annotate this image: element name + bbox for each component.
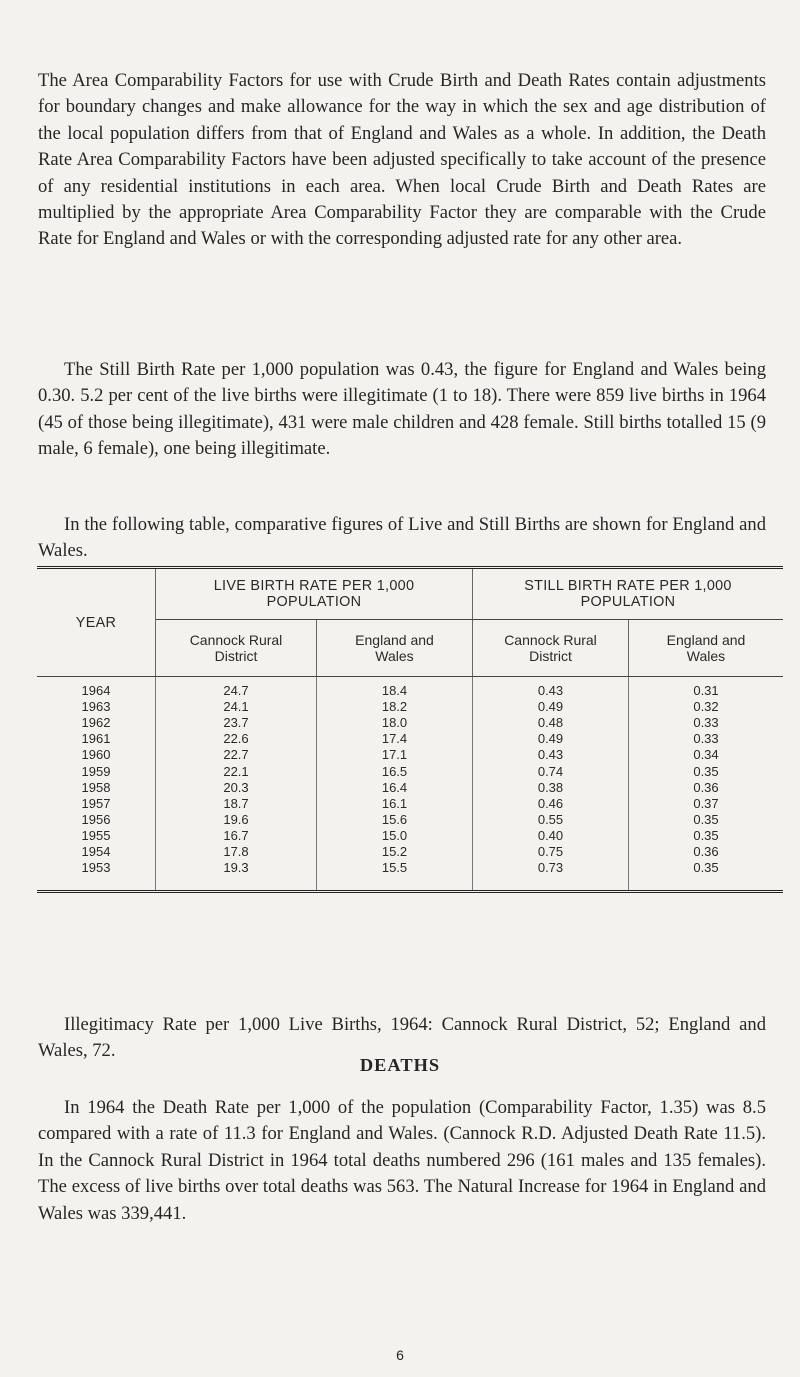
subheader-live-england-wales-text: England and Wales	[355, 632, 434, 664]
live-cannock-cell: 24.7	[156, 677, 317, 700]
live-cannock-cell: 22.7	[156, 747, 317, 763]
subheader-still-england-wales	[629, 620, 784, 677]
table-row	[37, 860, 783, 892]
subheader-still-england-wales-text: England and Wales	[666, 632, 746, 664]
still-cannock-cell: 0.74	[473, 763, 629, 779]
year-cell: 1956	[37, 812, 156, 828]
year-cell: 1962	[37, 715, 156, 731]
year-cell: 1958	[37, 780, 156, 796]
still-cannock-cell: 0.48	[473, 715, 629, 731]
live-cannock-cell: 24.1	[156, 699, 317, 715]
year-header: YEAR	[37, 568, 156, 677]
year-cell: 1957	[37, 796, 156, 812]
year-cell: 1959	[37, 763, 156, 779]
year-cell: 1961	[37, 731, 156, 747]
table-row	[37, 699, 783, 715]
subheader-still-cannock	[473, 620, 629, 677]
still-cannock-cell: 0.46	[473, 796, 629, 812]
deaths-heading: DEATHS	[359, 1055, 441, 1075]
live-england-wales-cell: 17.1	[317, 747, 473, 763]
still-birth-rate-header	[473, 568, 784, 620]
illegitimacy-paragraph: Illegitimacy Rate per 1,000 Live Births, 1964: Cannock Rural District, 52; England and Wales, 72.	[38, 1014, 766, 1062]
table-row	[37, 763, 783, 779]
live-england-wales-cell: 16.1	[317, 796, 473, 812]
year-cell: 1955	[37, 828, 156, 844]
still-cannock-cell: 0.75	[473, 844, 629, 860]
still-england-wales-cell: 0.35	[693, 811, 719, 827]
live-england-wales-cell: 17.4	[317, 731, 473, 747]
live-england-wales-cell: 18.4	[317, 677, 473, 700]
live-england-wales-cell: 18.2	[317, 699, 473, 715]
still-cannock-cell: 0.73	[473, 860, 629, 892]
birth-rate-table	[37, 566, 783, 893]
subheader-live-cannock	[156, 620, 317, 677]
live-cannock-cell: 19.3	[156, 860, 317, 892]
page-number: 6	[396, 1347, 404, 1363]
still-england-wales-cell: 0.33	[693, 731, 719, 747]
year-cell: 1960	[37, 747, 156, 763]
still-cannock-cell: 0.40	[473, 828, 629, 844]
table-body	[37, 677, 783, 892]
table-row	[37, 747, 783, 763]
live-cannock-cell: 18.7	[156, 796, 317, 812]
live-england-wales-cell: 16.4	[317, 780, 473, 796]
live-england-wales-cell: 15.6	[317, 812, 473, 828]
still-england-wales-cell: 0.31	[693, 683, 719, 699]
still-birth-rate-header-text: STILL BIRTH RATE PER 1,000 POPULATION	[524, 578, 732, 610]
live-cannock-cell: 20.3	[156, 780, 317, 796]
live-birth-rate-header	[156, 568, 473, 620]
table-row	[37, 715, 783, 731]
still-birth-paragraph: The Still Birth Rate per 1,000 population was 0.43, the figure for England and Wales being 0.30. 5.2 per cent of the live births were illegitimate (1 to 18). There were 859 live births in 1964 (45 of those being illegitimate), 431 were male children and 428 female. Still births totalled 15 (9 male, 6 female), one being illegitimate.	[38, 359, 766, 460]
live-cannock-cell: 22.6	[156, 731, 317, 747]
live-england-wales-cell: 15.5	[317, 860, 473, 892]
live-cannock-cell: 23.7	[156, 715, 317, 731]
year-cell: 1954	[37, 844, 156, 860]
still-cannock-cell: 0.55	[473, 812, 629, 828]
live-england-wales-cell: 16.5	[317, 763, 473, 779]
year-cell: 1953	[37, 860, 156, 892]
live-england-wales-cell: 18.0	[317, 715, 473, 731]
subheader-live-england-wales	[317, 620, 473, 677]
year-cell: 1964	[37, 677, 156, 700]
live-cannock-cell: 17.8	[156, 844, 317, 860]
deaths-paragraph: In 1964 the Death Rate per 1,000 of the population (Comparability Factor, 1.35) was 8.5 compared with a rate of 11.3 for England and Wales. (Cannock R.D. Adjusted Death Rate 11.5). In the Cannock Rural District in 1964 total deaths numbered 296 (161 males and 135 females). The excess of live births over total deaths was 563. The Natural Increase for 1964 in England and Wales was 339,441.	[38, 1097, 766, 1224]
table-row	[37, 812, 783, 828]
table-row	[37, 796, 783, 812]
still-england-wales-cell: 0.36	[693, 843, 719, 859]
table-row	[37, 828, 783, 844]
subheader-still-cannock-text: Cannock Rural District	[504, 632, 597, 664]
still-cannock-cell: 0.49	[473, 731, 629, 747]
live-england-wales-cell: 15.0	[317, 828, 473, 844]
table-row	[37, 677, 783, 700]
still-cannock-cell: 0.43	[473, 747, 629, 763]
table-row	[37, 844, 783, 860]
still-england-wales-cell: 0.35	[693, 827, 719, 843]
still-cannock-cell: 0.43	[473, 677, 629, 700]
live-cannock-cell: 19.6	[156, 812, 317, 828]
still-england-wales-cell: 0.32	[693, 699, 719, 715]
table-row	[37, 780, 783, 796]
still-cannock-cell: 0.38	[473, 780, 629, 796]
table-row	[37, 731, 783, 747]
still-england-wales-cell: 0.36	[693, 779, 719, 795]
subheader-live-cannock-text: Cannock Rural District	[189, 632, 283, 664]
still-cannock-cell: 0.49	[473, 699, 629, 715]
still-england-wales-cell: 0.33	[693, 715, 719, 731]
year-cell: 1963	[37, 699, 156, 715]
still-england-wales-cell: 0.35	[693, 860, 719, 876]
live-birth-rate-header-text: LIVE BIRTH RATE PER 1,000 POPULATION	[213, 578, 415, 610]
still-england-wales-cell: 0.35	[693, 763, 719, 779]
live-cannock-cell: 16.7	[156, 828, 317, 844]
intro-paragraph: The Area Comparability Factors for use with Crude Birth and Death Rates contain adjustments for boundary changes and make allowance for the way in which the sex and age distribution of the local population differs from that of England and Wales as a whole. In addition, the Death Rate Area Comparability Factors have been adjusted specifically to take account of the presence of any residential institutions in each area. When local Crude Birth and Death Rates are multiplied by the appropriate Area Comparability Factor they are comparable with the Crude Rate for England and Wales or with the corresponding adjusted rate for any other area.	[38, 70, 766, 250]
live-england-wales-cell: 15.2	[317, 844, 473, 860]
live-cannock-cell: 22.1	[156, 763, 317, 779]
still-england-wales-cell: 0.37	[693, 795, 719, 811]
table-intro-paragraph: In the following table, comparative figures of Live and Still Births are shown for England and Wales.	[38, 514, 766, 562]
still-england-wales-cell: 0.34	[693, 747, 719, 763]
